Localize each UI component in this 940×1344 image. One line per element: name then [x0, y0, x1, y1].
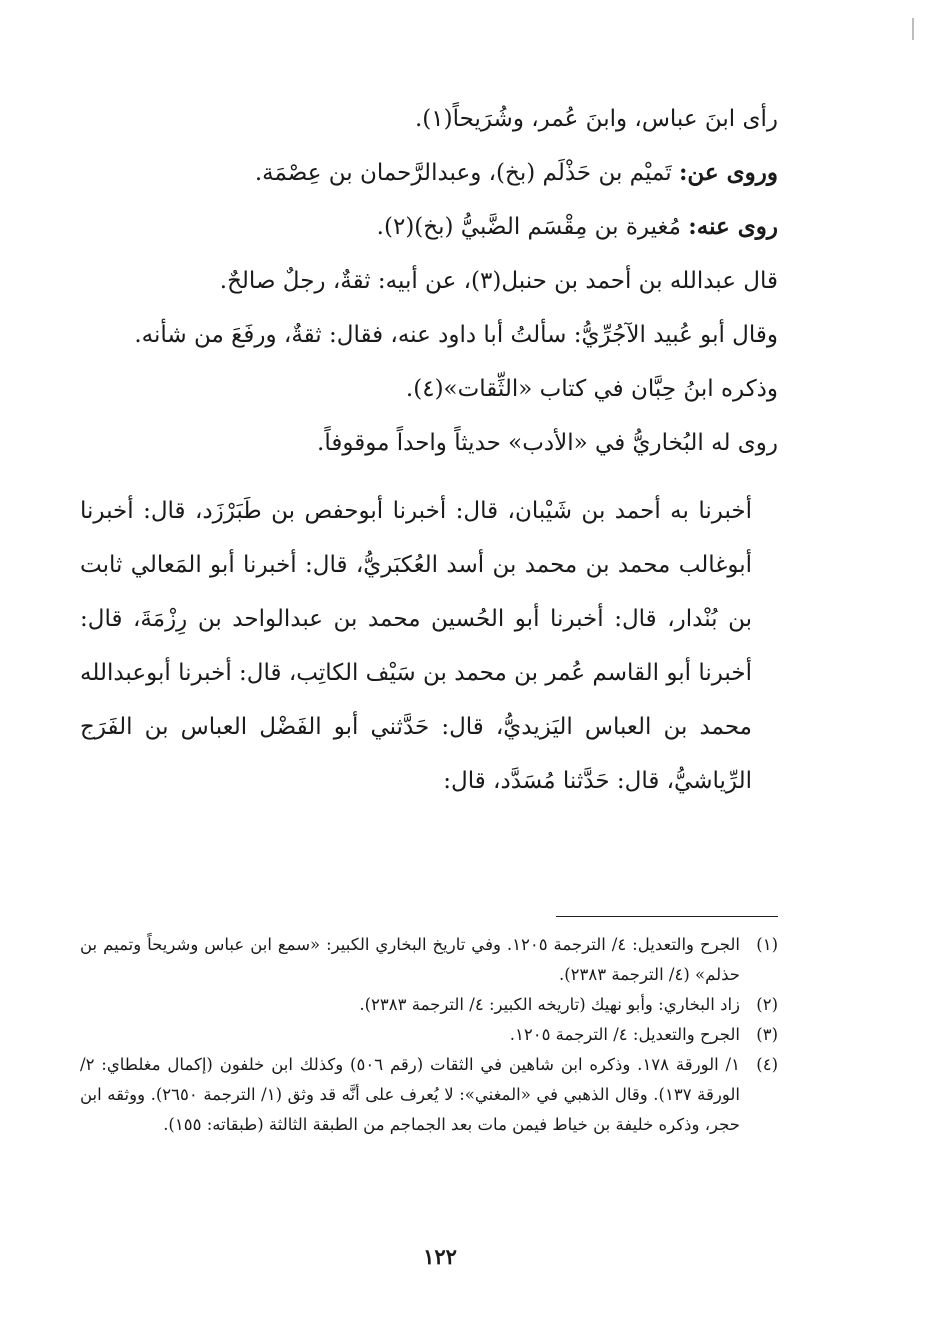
paragraph-text: تَميْم بن حَذْلَم (بخ)، وعبدالرَّحمان بن عِصْمَة.: [254, 160, 679, 186]
paragraph-bukhari: روى له البُخاريُّ في «الأدب» حديثاً واحداً موقوفاً.: [317, 430, 778, 456]
footnote: [80, 930, 778, 990]
footnote: [80, 1050, 778, 1140]
footnote-number: (٢): [756, 995, 778, 1014]
paragraph-ibn-hibban: وذكره ابنُ حِبَّان في كتاب «الثِّقات»(٤).: [405, 376, 778, 402]
footnote: [80, 990, 778, 1020]
footnote-text: زاد البخاري: وأبو نهيك (تاريخه الكبير: ٤/ الترجمة ٢٣٨٣).: [359, 995, 740, 1014]
footnote-number: (٣): [756, 1025, 778, 1044]
main-text: [80, 92, 778, 808]
paragraph-isnad: أخبرنا به أحمد بن شَيْبان، قال: أخبرنا أبوحفص بن طَبَرْزَد، قال: أخبرنا أبوغالب محمد بن محمد بن أسد العُكبَريُّ، قال: أخبرنا أبو المَعالي ثابت بن بُنْدار، قال: أخبرنا أبو الحُسين محمد بن عبدالواحد بن رِزْمَةَ، قال: أخبرنا أبو القاسم عُمر بن محمد بن سَيْف الكاتِب، قال: أخبرنا أبوعبدالله محمد بن العباس اليَزيديُّ، قال: حَدَّثني أبو الفَضْل العباس بن الفَرَج الرِّياشيُّ، قال: حَدَّثنا مُسَدَّد، قال:: [80, 498, 752, 794]
footnote-divider: [556, 916, 778, 917]
paragraph-text: مُغيرة بن مِقْسَم الضَّبيُّ (بخ)(٢).: [376, 214, 689, 240]
footnote-text: الجرح والتعديل: ٤/ الترجمة ١٢٠٥.: [509, 1025, 740, 1044]
footnote-text: ١/ الورقة ١٧٨. وذكره ابن شاهين في الثقات (رقم ٥٠٦) وكذلك ابن خلفون (إكمال مغلطاي: ٢/ الورقة ١٣٧). وقال الذهبي في «المغني»: لا يُعرف على أنَّه قد وثق (١/ الترجمة ٢٦٥٠). ووثقه ابن حجر، وذكره خليفة بن خياط فيمن مات بعد الجماجم من الطبقة الثالثة (طبقاته: ١٥٥).: [80, 1055, 740, 1134]
paragraph-narrated-on: [80, 146, 778, 200]
footnote-number: (٤): [756, 1055, 778, 1074]
page-number: ١٢٢: [423, 1244, 457, 1269]
paragraph-ajurri: وقال أبو عُبيد الآجُرِّيُّ: سألتُ أبا داود عنه، فقال: ثقةٌ، ورفَعَ من شأنه.: [134, 322, 778, 348]
footnotes: [80, 930, 778, 1140]
paragraph-label: روى عنه:: [688, 213, 778, 240]
paragraph-narrated-from: رأى ابنَ عباس، وابنَ عُمر، وشُرَيحاً(١).: [414, 106, 778, 132]
footnote: [80, 1020, 778, 1050]
scan-edge-mark: [912, 18, 914, 40]
paragraph-label: وروى عن:: [678, 159, 778, 186]
paragraph-narrated-by: [80, 200, 778, 254]
footnote-text: الجرح والتعديل: ٤/ الترجمة ١٢٠٥. وفي تاريخ البخاري الكبير: «سمع ابن عباس وشريحاً وتميم بن حذلم» (٤/ الترجمة ٢٣٨٣).: [80, 935, 740, 984]
footnote-number: (١): [756, 935, 778, 954]
paragraph-ibn-hanbal: قال عبدالله بن أحمد بن حنبل(٣)، عن أبيه: ثقةٌ، رجلٌ صالحٌ.: [219, 268, 778, 294]
